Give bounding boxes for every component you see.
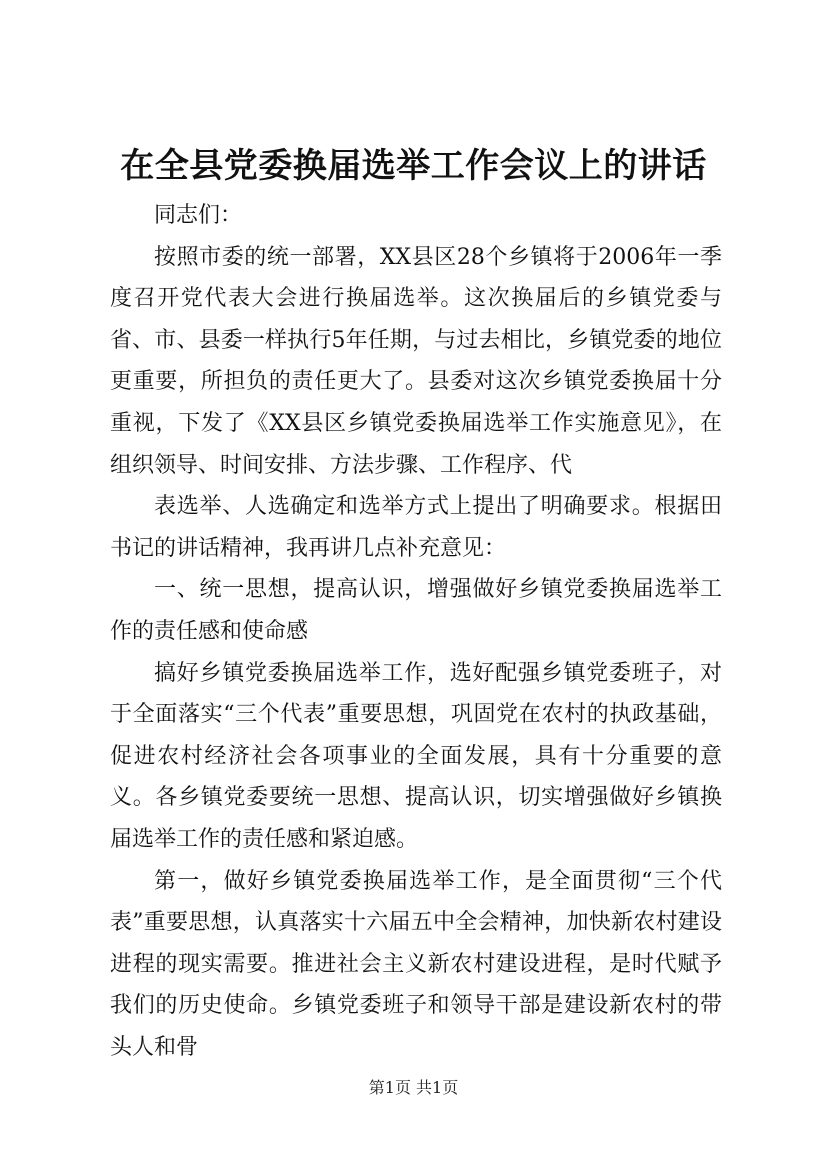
document-body — [110, 195, 722, 1068]
paragraph-4: 第一，做好乡镇党委换届选举工作，是全面贯彻“三个代表”重要思想，认真落实十六届五中全会精神，加快新农村建设进程的现实需要。推进社会主义新农村建设进程，是时代赋予我们的历史使命。乡镇党委班子和领导干部是建设新农村的带头人和骨 — [110, 868, 722, 1060]
paragraph-1: 按照市委的统一部署，XX县区28个乡镇将于2006年一季度召开党代表大会进行换届选举。这次换届后的乡镇党委与省、市、县委一样执行5年任期，与过去相比，乡镇党委的地位更重要，所担负的责任更大了。县委对这次乡镇党委换届十分重视，下发了《XX县区乡镇党委换届选举工作实施意见》，在组织领导、时间安排、方法步骤、工作程序、代 — [110, 244, 722, 478]
document-title: 在全县党委换届选举工作会议上的讲话 — [120, 146, 707, 186]
paragraph-3: 搞好乡镇党委换届选举工作，选好配强乡镇党委班子，对于全面落实“三个代表”重要思想，巩固党在农村的执政基础，促进农村经济社会各项事业的全面发展，具有十分重要的意义。各乡镇党委要统一思想、提高认识，切实增强做好乡镇换届选举工作的责任感和紧迫感。 — [110, 660, 722, 852]
paragraph-2: 表选举、人选确定和选举方式上提出了明确要求。根据田书记的讲话精神，我再讲几点补充意见： — [110, 494, 722, 561]
section-heading-1: 一、统一思想，提高认识，增强做好乡镇党委换届选举工作的责任感和使命感 — [110, 577, 722, 644]
page-footer: 第1页 共1页 — [368, 1078, 459, 1097]
greeting: 同志们： — [154, 203, 243, 228]
